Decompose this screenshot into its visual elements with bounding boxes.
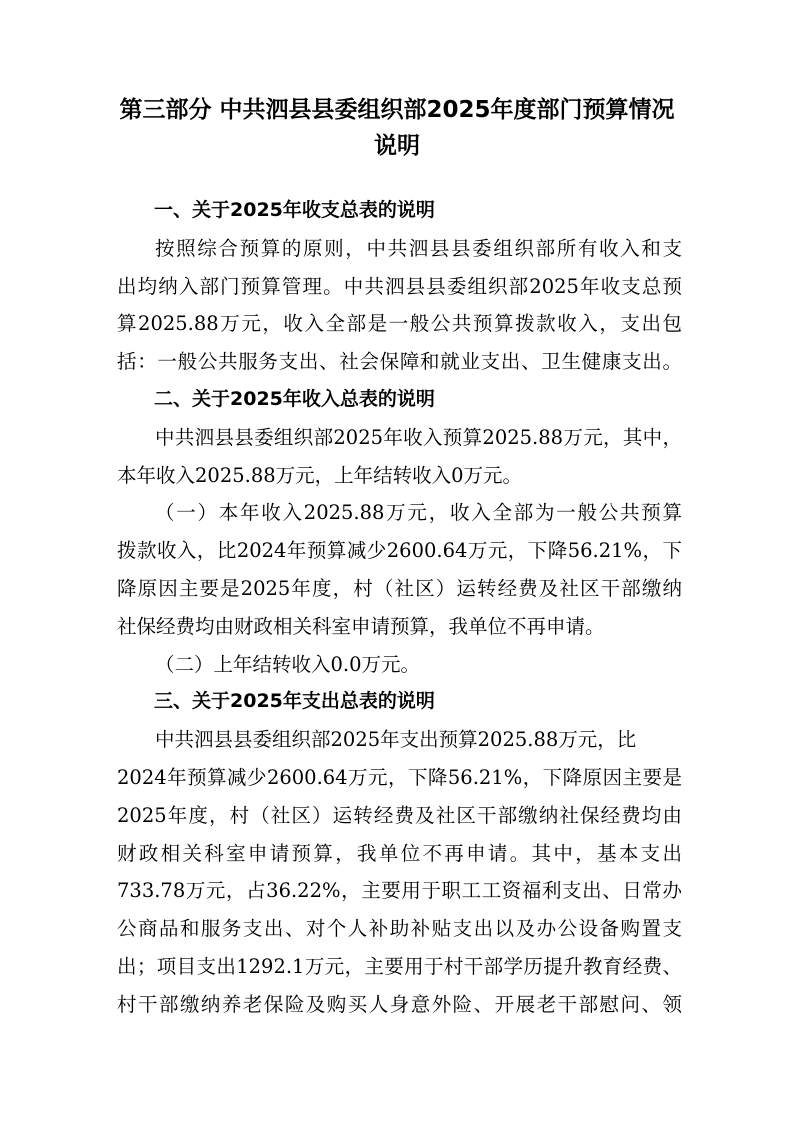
- paragraph-line: 公商品和服务支出、对个人补助补贴支出以及办公设备购置支: [117, 917, 682, 941]
- title-line-1: 第三部分 中共泗县县委组织部2025年度部门预算情况: [119, 97, 675, 123]
- paragraph-line: 本年收入2025.88万元，上年结转收入0万元。: [117, 463, 523, 487]
- paragraph-line: 拨款收入，比2024年预算减少2600.64万元，下降56.21%，下: [117, 539, 682, 563]
- paragraph-line: 村干部缴纳养老保险及购买人身意外险、开展老干部慰问、领: [117, 992, 682, 1016]
- section-heading-1: 一、关于2025年收支总表的说明: [154, 199, 435, 221]
- paragraph-line: 2025年度，村（社区）运转经费及社区干部缴纳社保经费均由: [117, 803, 682, 827]
- paragraph-line: 算2025.88万元，收入全部是一般公共预算拨款收入，支出包: [117, 312, 682, 336]
- paragraph-line: 降原因主要是2025年度，村（社区）运转经费及社区干部缴纳: [117, 576, 682, 600]
- paragraph-line: 中共泗县县委组织部2025年支出预算2025.88万元，比: [155, 728, 637, 752]
- paragraph-line: 中共泗县县委组织部2025年收入预算2025.88万元，其中，: [155, 425, 682, 449]
- paragraph-line: 出均纳入部门预算管理。中共泗县县委组织部2025年收支总预: [117, 274, 682, 298]
- paragraph-line: 2024年预算减少2600.64万元，下降56.21%，下降原因主要是: [117, 765, 682, 789]
- paragraph-line: 733.78万元，占36.22%，主要用于职工工资福利支出、日常办: [117, 879, 682, 903]
- title-line-2: 说明: [374, 133, 420, 159]
- paragraph-line: 出；项目支出1292.1万元，主要用于村干部学历提升教育经费、: [117, 954, 682, 978]
- document-body: [117, 192, 682, 1024]
- paragraph-line: （二）上年结转收入0.0万元。: [155, 652, 421, 676]
- section-heading-3: 三、关于2025年支出总表的说明: [154, 690, 435, 713]
- paragraph-line: 按照综合预算的原则，中共泗县县委组织部所有收入和支: [155, 236, 682, 260]
- paragraph-line: 括：一般公共服务支出、社会保障和就业支出、卫生健康支出。: [117, 350, 682, 374]
- paragraph-line: 社保经费均由财政相关科室申请预算，我单位不再申请。: [117, 614, 605, 638]
- section-heading-2: 二、关于2025年收入总表的说明: [154, 387, 435, 410]
- paragraph-line: 财政相关科室申请预算，我单位不再申请。其中，基本支出: [117, 841, 682, 865]
- paragraph-line: （一）本年收入2025.88万元，收入全部为一般公共预算: [155, 501, 682, 525]
- document-title: [90, 92, 704, 164]
